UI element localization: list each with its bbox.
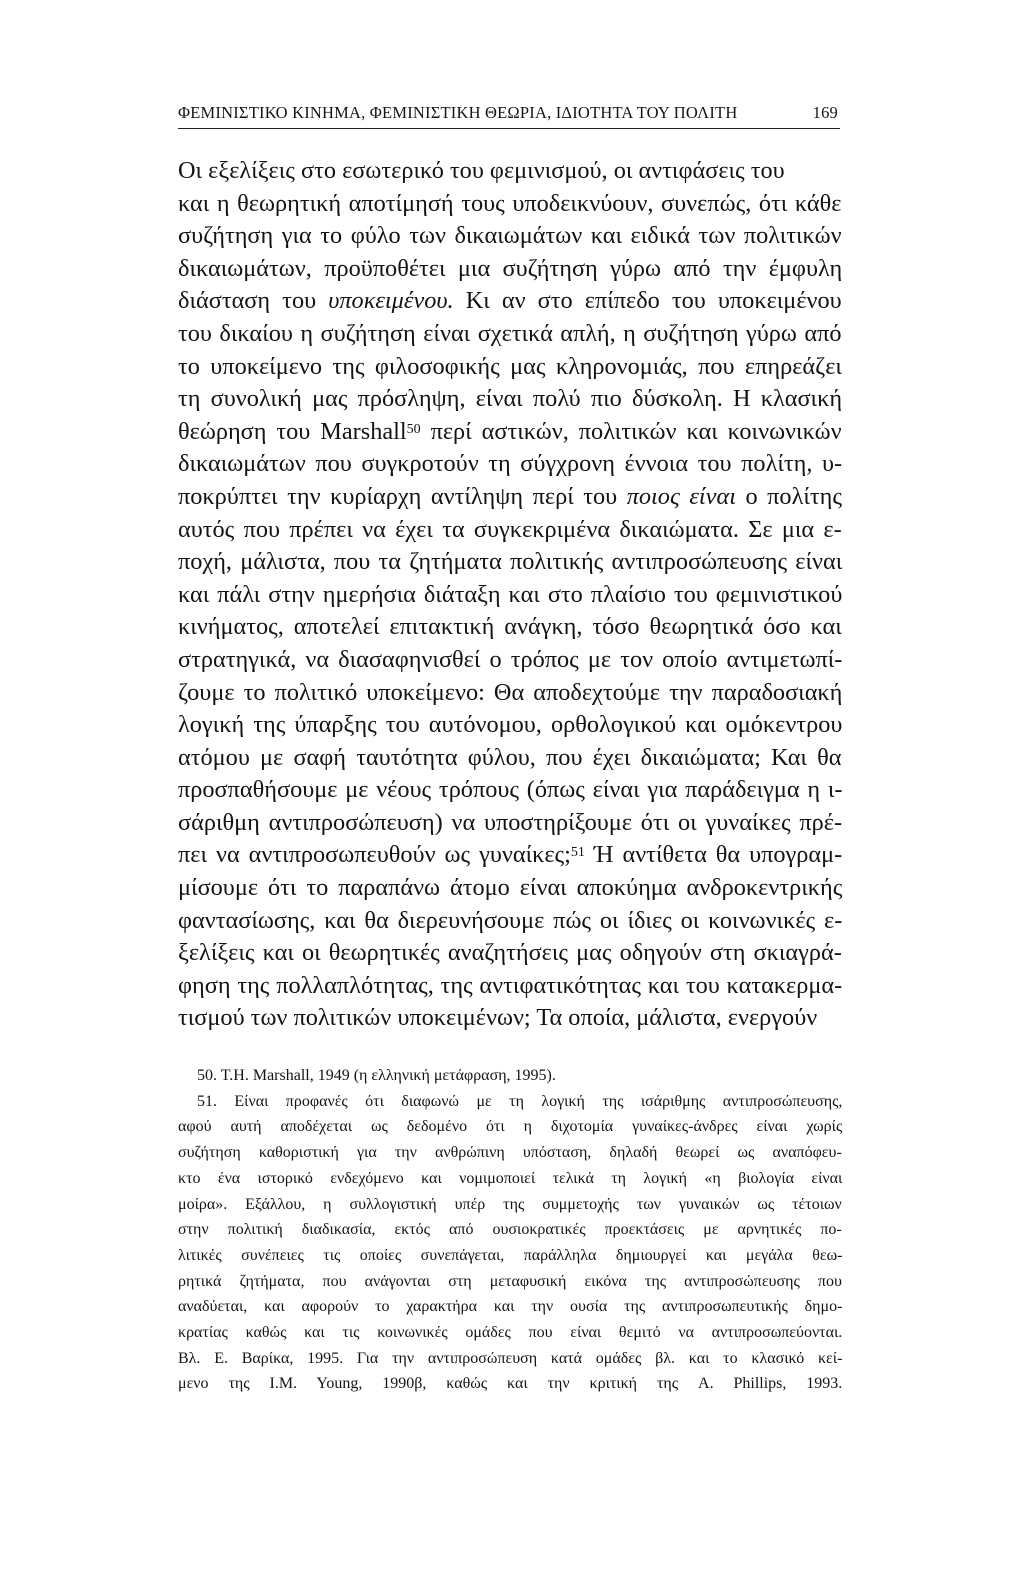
running-header: [178, 103, 838, 123]
footnote-51: 51. Είναι προφανές ότι διαφωνώ με τη λογική της ισάριθμης αντιπροσώπευσης,: [197, 1092, 843, 1110]
text-line: φηση της πολλαπλότητας, της αντιφατικότητας και του κατακερμα-: [178, 971, 843, 999]
text-line: ατόμου με σαφή ταυτότητα φύλου, που έχει δικαιώματα; Και θα: [178, 743, 842, 771]
text-line: και η θεωρητική αποτίμησή τους υποδεικνύουν, συνεπώς, ότι κάθε: [178, 189, 842, 217]
footnote-line: ρητικά ζητήματα, που ανάγονται στη μεταφυσική εικόνα της αντιπροσώπευσης που: [178, 1272, 842, 1290]
footnote-ref-50[interactable]: 50: [406, 421, 421, 437]
text-line: κινήματος, αποτελεί επιτακτική ανάγκη, τόσο θεωρητικά όσο και: [178, 613, 842, 641]
footnote-50: 50. T.H. Marshall, 1949 (η ελληνική μετάφραση, 1995).: [197, 1067, 556, 1084]
text-line: προσπαθήσουμε με νέους τρόπους (όπως είναι για παράδειγμα η ι-: [178, 776, 843, 804]
text-line: τη συνολική μας πρόσληψη, είναι πολύ πιο δύσκολη. Η κλασική: [178, 385, 843, 413]
text-line: και πάλι στην ημερήσια διάταξη και στο πλαίσιο του φεμινιστικού: [178, 580, 843, 608]
body-text: [178, 155, 842, 1035]
text-line: του δικαίου η συζήτηση είναι σχετικά απλή, η συζήτηση γύρω από: [178, 319, 842, 347]
text-line: το υποκείμενο της φιλοσοφικής μας κληρονομιάς, που επηρεάζει: [178, 352, 842, 380]
footnote-line: Βλ. Ε. Βαρίκα, 1995. Για την αντιπροσώπευση κατά ομάδες βλ. και το κλασικό κεί-: [178, 1349, 843, 1367]
text-line: συζήτηση για το φύλο των δικαιωμάτων και ειδικά των πολιτικών: [178, 222, 842, 250]
text-line: αυτός που πρέπει να έχει τα συγκεκριμένα δικαιώματα. Σε μια ε-: [178, 515, 842, 543]
footnote-line: μενο της I.M. Young, 1990β, καθώς και την κριτική της A. Phillips, 1993.: [178, 1375, 843, 1393]
running-title: ΦΕΜΙΝΙΣΤΙΚΟ ΚΙΝΗΜΑ, ΦΕΜΙΝΙΣΤΙΚΗ ΘΕΩΡΙΑ, ΙΔΙΟΤΗΤΑ ΤΟΥ ΠΟΛΙΤΗ: [178, 103, 738, 122]
text-line: Οι εξελίξεις στο εσωτερικό του φεμινισμού, οι αντιφάσεις του: [178, 157, 785, 184]
text-line: λογική της ύπαρξης του αυτόνομου, ορθολογικού και ομόκεντρου: [178, 711, 843, 739]
footnotes: [178, 1063, 842, 1397]
text-line: ξελίξεις και οι θεωρητικές αναζητήσεις μας οδηγούν στη σκιαγρά-: [178, 939, 842, 967]
text-line: στρατηγικά, να διασαφηνισθεί ο τρόπος με τον οποίο αντιμετωπί-: [178, 645, 843, 673]
footnote-line: κρατίας καθώς και τις κοινωνικές ομάδες που είναι θεμιτό να αντιπροσωπεύονται.: [178, 1324, 843, 1342]
footnote-line: στην πολιτική διαδικασία, εκτός από ουσιοκρατικές προεκτάσεις με αρνητικές πο-: [178, 1221, 842, 1239]
text-line: θεώρηση του Marshall$^{50}$ περί αστικών, πολιτικών και κοινωνικών: [178, 417, 842, 445]
footnote-line: μοίρα». Εξάλλου, η συλλογιστική υπέρ της συμμετοχής των γυναικών ως τέτοιων: [178, 1195, 842, 1213]
page-number: 169: [812, 103, 838, 122]
text-line: σάριθμη αντιπροσώπευση) να υποστηρίξουμε ότι οι γυναίκες πρέ-: [178, 808, 843, 836]
italic-term: υποκειμένου.: [328, 287, 454, 315]
text-line: δικαιωμάτων που συγκροτούν τη σύγχρονη έννοια του πολίτη, υ-: [178, 450, 843, 478]
footnote-line: αναδύεται, και αφορούν το χαρακτήρα και την ουσία της αντιπροσωπευτικής δημο-: [178, 1298, 843, 1316]
text-line: διάσταση του υποκειμένου. Κι αν στο επίπεδο του υποκειμένου: [178, 287, 842, 315]
footnote-line: λιτικές συνέπειες τις οποίες συνεπάγεται, παράλληλα δημιουργεί και μεγάλα θεω-: [178, 1246, 843, 1264]
text-line: μίσουμε ότι το παραπάνω άτομο είναι αποκύημα ανδροκεντρικής: [178, 874, 843, 902]
text-line: πει να αντιπροσωπευθούν ως γυναίκες;$^{51}$ Ή αντίθετα θα υπογραμ-: [178, 841, 843, 869]
italic-term: ποιος είναι: [626, 482, 736, 510]
text-line: ζουμε το πολιτικό υποκείμενο: Θα αποδεχτούμε την παραδοσιακή: [178, 678, 843, 706]
text-line: ποκρύπτει την κυρίαρχη αντίληψη περί του ποιος είναι ο πολίτης: [178, 482, 842, 510]
text-line: ποχή, μάλιστα, που τα ζητήματα πολιτικής αντιπροσώπευσης είναι: [178, 548, 843, 576]
footnote-line: συζήτηση καθοριστική για την ανθρώπινη υπόσταση, δηλαδή θεωρεί ως αναπόφευ-: [178, 1144, 842, 1162]
footnote-line: κτο ένα ιστορικό ενδεχόμενο και νομιμοποιεί τελικά τη λογική «η βιολογία είναι: [178, 1169, 843, 1187]
footnote-ref-51[interactable]: 51: [570, 845, 585, 861]
text-line: τισμού των πολιτικών υποκειμένων; Τα οποία, μάλιστα, ενεργούν: [178, 1004, 818, 1032]
header-rule: [178, 128, 840, 129]
text-line: φαντασίωσης, και θα διερευνήσουμε πώς οι ίδιες οι κοινωνικές ε-: [178, 906, 843, 934]
footnote-line: αφού αυτή αποδέχεται ως δεδομένο ότι η διχοτομία γυναίκες-άνδρες είναι χωρίς: [178, 1118, 843, 1136]
text-line: δικαιωμάτων, προϋποθέτει μια συζήτηση γύρω από την έμφυλη: [178, 254, 843, 282]
